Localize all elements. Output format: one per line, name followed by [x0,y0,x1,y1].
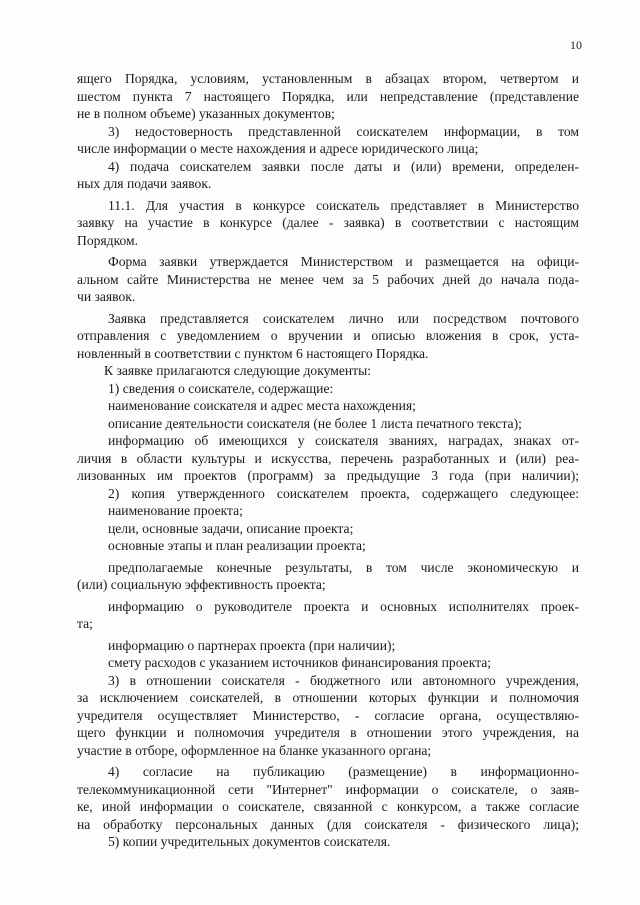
text-line: 4) подача соискателем заявки после даты и (или) времени, определен- [108,158,579,174]
text-line: ных для подачи заявок. [77,176,212,191]
text-line: не в полном объеме) указанных документов; [77,106,335,121]
text-line: наименование соискателя и адрес места нахождения; [108,398,416,413]
text-line: информацию о партнерах проекта (при наличии); [108,637,396,653]
text-line: щего функции и полномочия учредителя в отношении этого учреждения, на [77,725,579,740]
text-line: 4) согласие на публикацию (размещение) в информационно- [108,764,579,779]
text-line: ящего Порядка, условиям, установленным в абзацах втором, четвертом и [77,71,579,86]
text-line: смету расходов с указанием источников финансирования проекта; [108,655,492,670]
text-line: 3) недостоверность представленной соискателем информации, в том [108,123,579,139]
text-line: ке, иной информации о соискателе, связанной с конкурсом, а также согласие [77,799,579,814]
text-line: описание деятельности соискателя (не более 1 листа печатного текста); [108,415,522,431]
text-line: Порядком. [77,232,139,248]
text-line: К заявке прилагаются следующие документы: [104,363,371,378]
text-line: Заявка представляется соискателем лично или посредством почтового [108,310,579,326]
text-line: числе информации о месте нахождения и адресе юридического лица; [77,141,479,156]
text-line: альном сайте Министерства не менее чем за 5 рабочих дней до начала пода- [77,271,579,287]
text-line: основные этапы и план реализации проекта; [108,538,366,553]
text-line: телекоммуникационной сети "Интернет" информации о соискателе, о заяв- [77,781,579,797]
text-line: учредителя осуществляет Министерство, - согласие органа, осуществляю- [77,707,579,723]
text-line: 3) в отношении соискателя - бюджетного или автономного учреждения, [108,672,579,688]
text-line: та; [77,616,93,631]
page-number: 10 [570,38,582,52]
text-line: личия в области культуры и искусства, перечень разработанных и (или) реа- [77,450,579,466]
text-line: отправления с уведомлением о вручении и описью вложения в срок, уста- [77,328,579,343]
text-line: наименование проекта; [108,503,243,518]
text-line: новленный в соответствии с пунктом 6 настоящего Порядка. [77,345,429,361]
text-line: на обработку персональных данных (для соискателя - физического лица); [77,816,579,832]
text-line: участие в отборе, оформленное на бланке указанного органа; [77,742,432,758]
text-line: чи заявок. [77,289,136,304]
text-line: 11.1. Для участия в конкурсе соискатель представляет в Министерство [108,197,579,213]
document-body [77,70,579,851]
text-line: информацию об имеющихся у соискателя званиях, наградах, знаках от- [108,433,579,448]
text-line: цели, основные задачи, описание проекта; [108,520,354,536]
text-line: Форма заявки утверждается Министерством и размещается на офици- [108,254,579,269]
text-line: за исключением соискателей, в отношении которых функции и полномочия [77,690,579,705]
text-line: шестом пункта 7 настоящего Порядка, или непредставление (представление [77,88,579,104]
text-line: информацию о руководителе проекта и основных исполнителях проек- [108,598,579,614]
text-line: предполагаемые конечные результаты, в том числе экономическую и [108,559,579,575]
text-line: 2) копия утвержденного соискателем проекта, содержащего следующее: [108,485,579,501]
text-line: лизованных им проектов (программ) за предыдущие 3 года (при наличии); [77,468,579,483]
text-line: 1) сведения о соискателе, содержащие: [108,380,334,396]
text-line: 5) копии учредительных документов соискателя. [108,834,391,849]
text-line: заявку на участие в конкурсе (далее - заявка) в соответствии с настоящим [77,215,579,230]
text-line: (или) социальную эффективность проекта; [77,577,326,592]
